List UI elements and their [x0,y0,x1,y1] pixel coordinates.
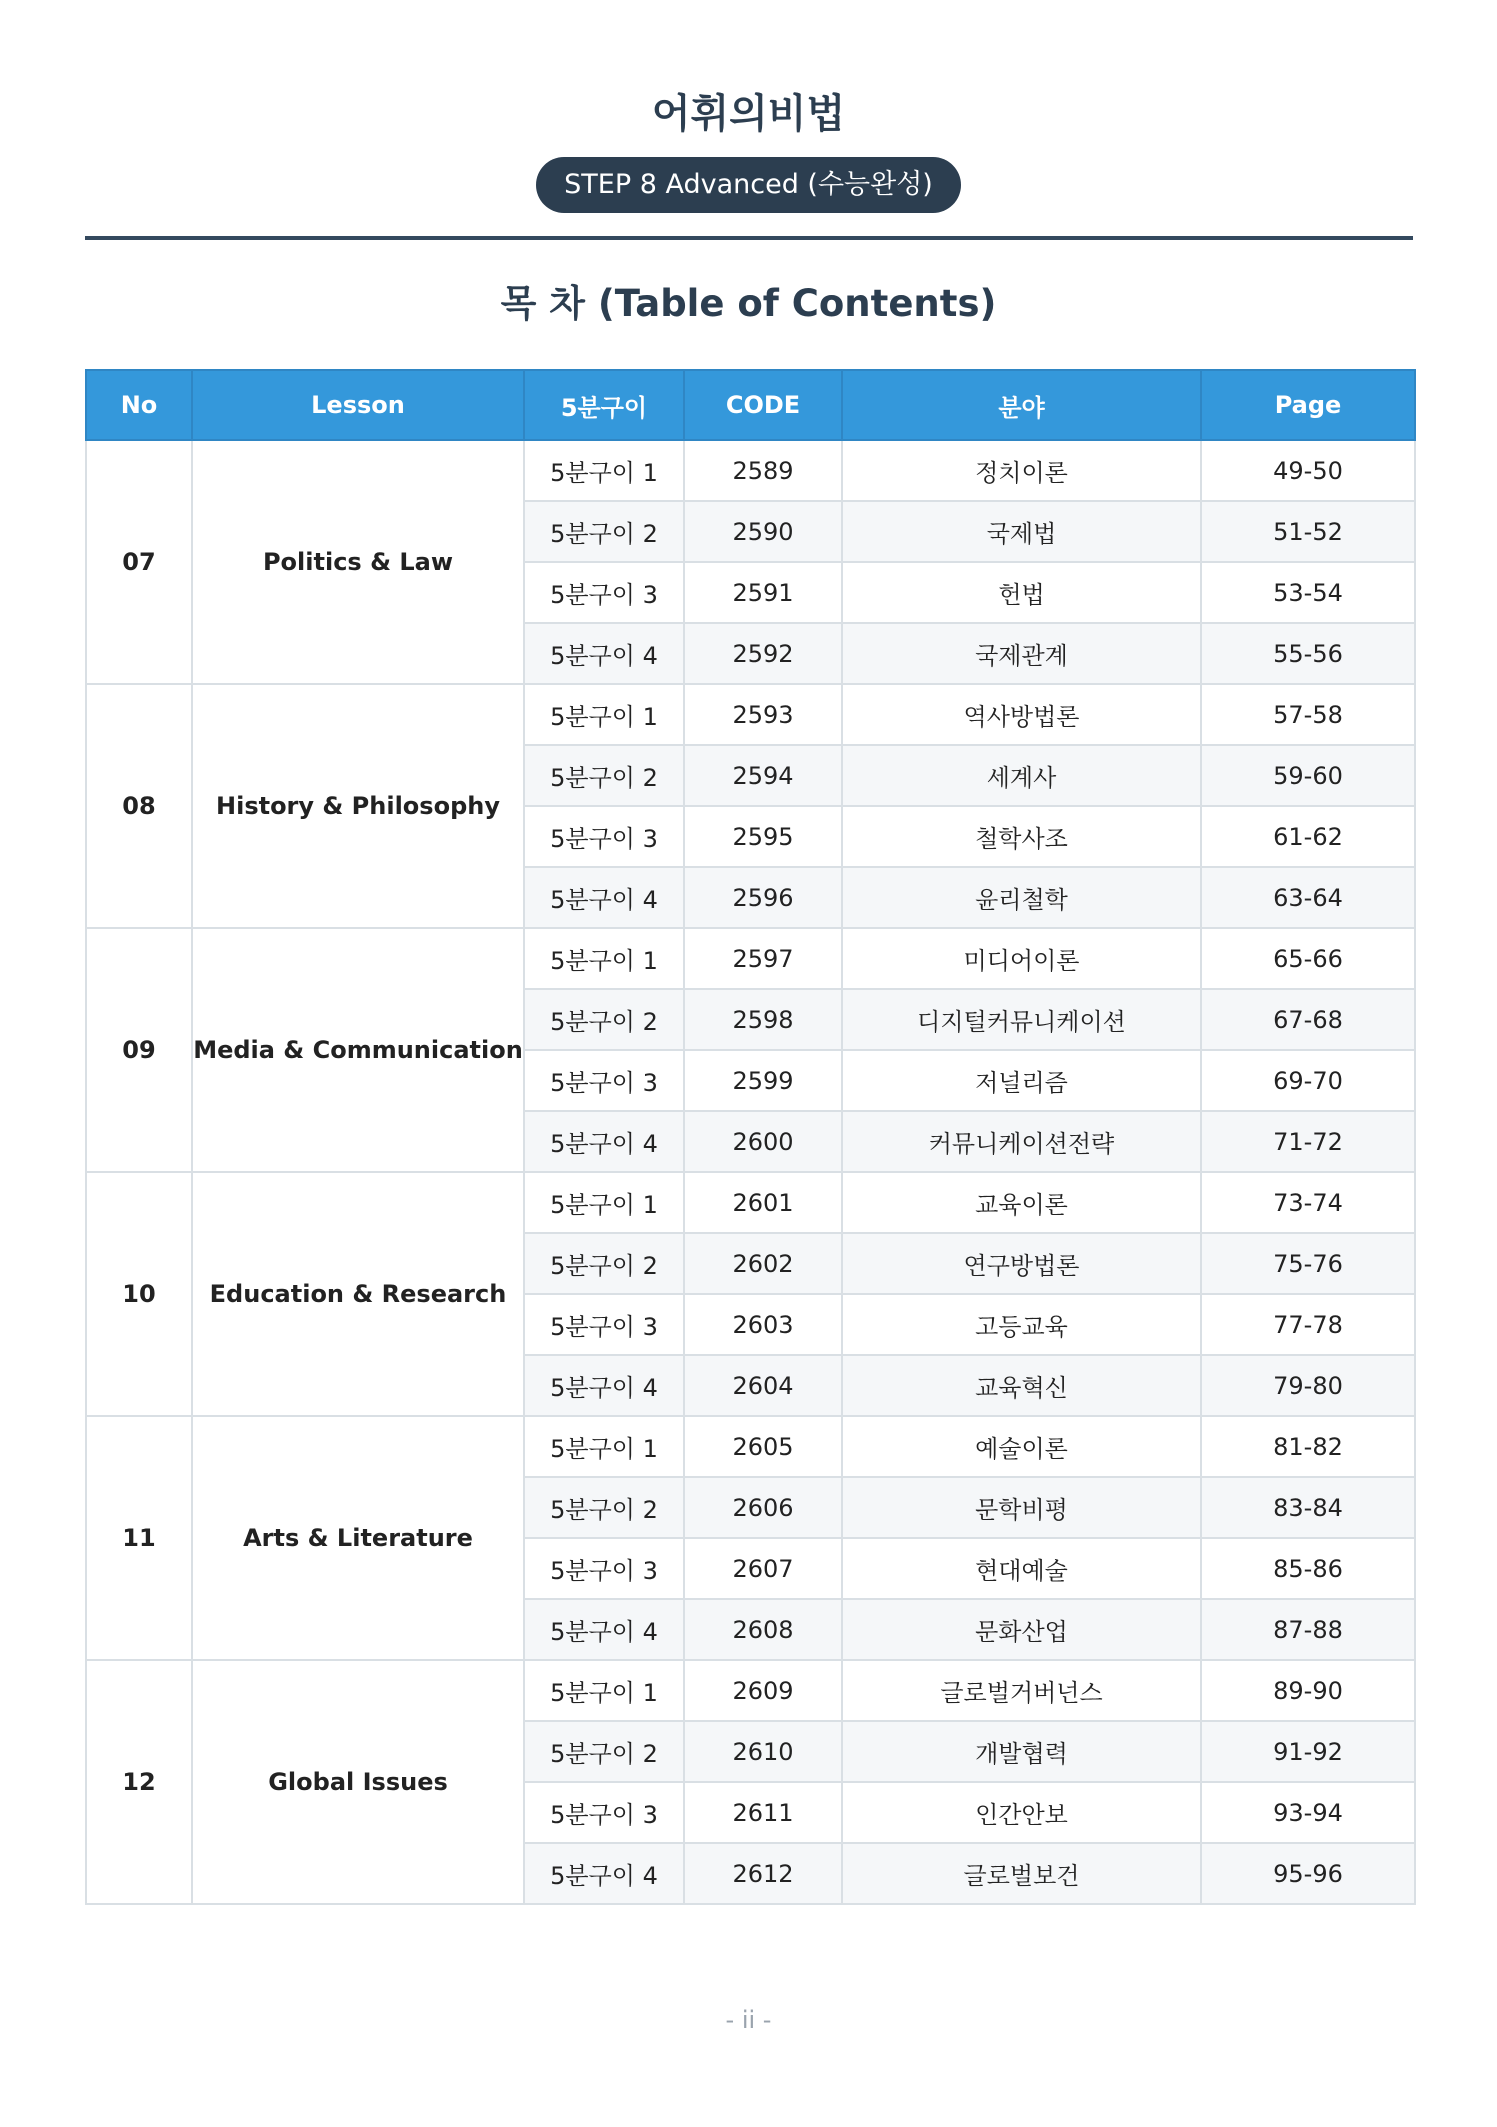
page-cell: 71-72 [1201,1111,1415,1172]
lesson-number: 10 [86,1172,192,1416]
field-cell: 문화산업 [842,1599,1201,1660]
field-cell: 국제관계 [842,623,1201,684]
page-cell: 69-70 [1201,1050,1415,1111]
toc-title: 목 차 (Table of Contents) [500,282,997,325]
code-cell: 2594 [684,745,842,806]
code-cell: 2593 [684,684,842,745]
code-cell: 2604 [684,1355,842,1416]
field-cell: 교육이론 [842,1172,1201,1233]
toc-table [85,369,1416,1905]
part-cell: 5분구이 1 [524,440,684,501]
part-cell: 5분구이 3 [524,1538,684,1599]
part-cell: 5분구이 4 [524,1843,684,1904]
field-cell: 디지털커뮤니케이션 [842,989,1201,1050]
code-cell: 2608 [684,1599,842,1660]
lesson-name: Arts & Literature [192,1416,524,1660]
table-row [86,684,1415,745]
lesson-name: Education & Research [192,1172,524,1416]
field-cell: 개발협력 [842,1721,1201,1782]
code-cell: 2598 [684,989,842,1050]
field-cell: 예술이론 [842,1416,1201,1477]
page-cell: 93-94 [1201,1782,1415,1843]
table-row [86,1172,1415,1233]
page-cell: 85-86 [1201,1538,1415,1599]
part-cell: 5분구이 4 [524,867,684,928]
page-cell: 81-82 [1201,1416,1415,1477]
field-cell: 국제법 [842,501,1201,562]
part-cell: 5분구이 4 [524,1111,684,1172]
field-cell: 역사방법론 [842,684,1201,745]
code-cell: 2596 [684,867,842,928]
part-cell: 5분구이 1 [524,1416,684,1477]
page-cell: 63-64 [1201,867,1415,928]
part-cell: 5분구이 3 [524,1050,684,1111]
field-cell: 철학사조 [842,806,1201,867]
page-cell: 77-78 [1201,1294,1415,1355]
toc-header-row [86,370,1415,440]
page-cell: 73-74 [1201,1172,1415,1233]
col-header-lesson: Lesson [192,370,524,440]
page-cell: 79-80 [1201,1355,1415,1416]
code-cell: 2589 [684,440,842,501]
field-cell: 헌법 [842,562,1201,623]
table-row [86,440,1415,501]
part-cell: 5분구이 2 [524,1233,684,1294]
lesson-name: Politics & Law [192,440,524,684]
code-cell: 2590 [684,501,842,562]
page-cell: 51-52 [1201,501,1415,562]
field-cell: 인간안보 [842,1782,1201,1843]
part-cell: 5분구이 2 [524,1477,684,1538]
part-cell: 5분구이 2 [524,501,684,562]
page-cell: 57-58 [1201,684,1415,745]
page-cell: 83-84 [1201,1477,1415,1538]
field-cell: 정치이론 [842,440,1201,501]
field-cell: 윤리철학 [842,867,1201,928]
part-cell: 5분구이 1 [524,684,684,745]
book-title: 어휘의비법 [651,91,846,137]
page-cell: 65-66 [1201,928,1415,989]
code-cell: 2600 [684,1111,842,1172]
code-cell: 2612 [684,1843,842,1904]
code-cell: 2597 [684,928,842,989]
table-row [86,1660,1415,1721]
code-cell: 2606 [684,1477,842,1538]
part-cell: 5분구이 2 [524,745,684,806]
part-cell: 5분구이 1 [524,1172,684,1233]
lesson-name: Media & Communication [192,928,524,1172]
page-cell: 49-50 [1201,440,1415,501]
part-cell: 5분구이 3 [524,806,684,867]
part-cell: 5분구이 4 [524,1599,684,1660]
part-cell: 5분구이 3 [524,1782,684,1843]
page-cell: 89-90 [1201,1660,1415,1721]
part-cell: 5분구이 3 [524,562,684,623]
code-cell: 2603 [684,1294,842,1355]
field-cell: 연구방법론 [842,1233,1201,1294]
lesson-name: History & Philosophy [192,684,524,928]
page-cell: 61-62 [1201,806,1415,867]
step-badge: STEP 8 Advanced (수능완성) [536,157,961,213]
page-cell: 67-68 [1201,989,1415,1050]
page-cell: 87-88 [1201,1599,1415,1660]
header-divider [85,236,1413,240]
part-cell: 5분구이 1 [524,928,684,989]
code-cell: 2605 [684,1416,842,1477]
field-cell: 저널리즘 [842,1050,1201,1111]
col-header-part: 5분구이 [524,370,684,440]
code-cell: 2595 [684,806,842,867]
lesson-number: 12 [86,1660,192,1904]
code-cell: 2601 [684,1172,842,1233]
lesson-number: 11 [86,1416,192,1660]
field-cell: 세계사 [842,745,1201,806]
page-cell: 55-56 [1201,623,1415,684]
part-cell: 5분구이 1 [524,1660,684,1721]
table-row [86,1416,1415,1477]
step-badge-wrap [0,157,1497,213]
code-cell: 2610 [684,1721,842,1782]
col-header-page: Page [1201,370,1415,440]
code-cell: 2609 [684,1660,842,1721]
lesson-number: 09 [86,928,192,1172]
lesson-name: Global Issues [192,1660,524,1904]
toc-body [86,440,1415,1904]
part-cell: 5분구이 3 [524,1294,684,1355]
part-cell: 5분구이 2 [524,989,684,1050]
field-cell: 커뮤니케이션전략 [842,1111,1201,1172]
lesson-number: 08 [86,684,192,928]
col-header-code: CODE [684,370,842,440]
field-cell: 문학비평 [842,1477,1201,1538]
code-cell: 2602 [684,1233,842,1294]
part-cell: 5분구이 4 [524,623,684,684]
lesson-number: 07 [86,440,192,684]
field-cell: 현대예술 [842,1538,1201,1599]
col-header-no: No [86,370,192,440]
field-cell: 고등교육 [842,1294,1201,1355]
page-cell: 53-54 [1201,562,1415,623]
code-cell: 2611 [684,1782,842,1843]
table-row [86,928,1415,989]
code-cell: 2599 [684,1050,842,1111]
field-cell: 글로벌보건 [842,1843,1201,1904]
page-number: - ii - [725,2006,772,2034]
field-cell: 교육혁신 [842,1355,1201,1416]
page-cell: 59-60 [1201,745,1415,806]
page-cell: 91-92 [1201,1721,1415,1782]
code-cell: 2592 [684,623,842,684]
code-cell: 2591 [684,562,842,623]
field-cell: 미디어이론 [842,928,1201,989]
field-cell: 글로벌거버넌스 [842,1660,1201,1721]
page-cell: 95-96 [1201,1843,1415,1904]
page-cell: 75-76 [1201,1233,1415,1294]
col-header-field: 분야 [842,370,1201,440]
code-cell: 2607 [684,1538,842,1599]
part-cell: 5분구이 4 [524,1355,684,1416]
part-cell: 5분구이 2 [524,1721,684,1782]
